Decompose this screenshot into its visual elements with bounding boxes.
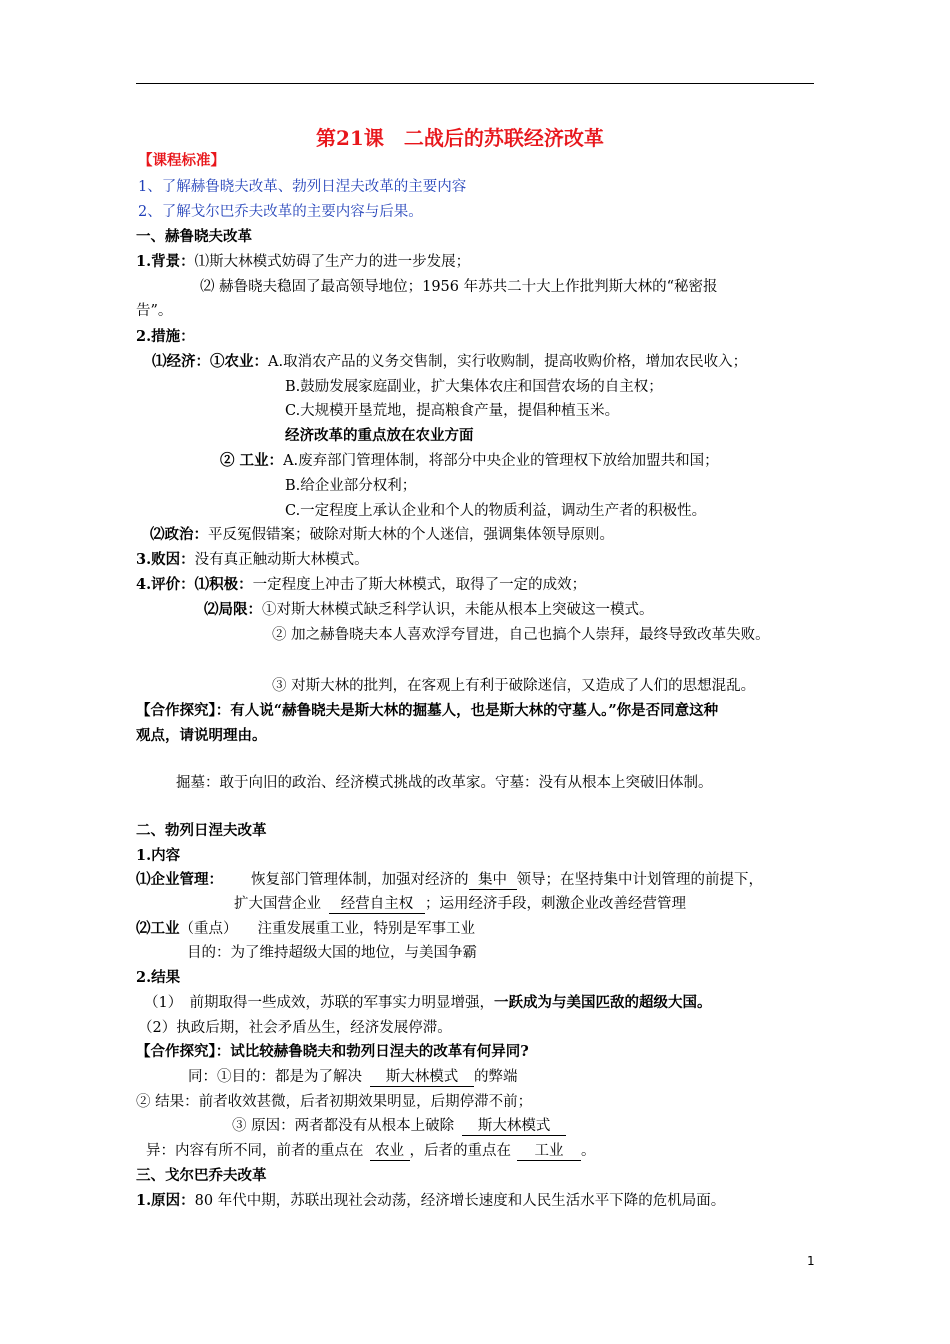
failure-text: 没有真正触动斯大林模式。 <box>194 552 369 568</box>
agri-c: C.大规模开垦荒地，提高粮食产量，提倡种植玉米。 <box>285 403 620 419</box>
measures-label: 2.措施： <box>136 328 195 345</box>
industry-a: A.废弃部门管理体制，将部分中央企业的管理权下放给加盟共和国； <box>283 453 719 469</box>
blank-stalin-model-1: 斯大林模式 <box>370 1069 474 1087</box>
enterprise-1-post: 领导；在坚持集中计划管理的前提下， <box>516 872 763 888</box>
blank-autonomy: 经营自主权 <box>329 896 425 914</box>
industry-b: B.给企业部分权利； <box>285 478 417 494</box>
same-3 <box>232 1116 566 1136</box>
enterprise-1-pre: 恢复部门管理体制，加强对经济的 <box>251 872 469 888</box>
difference-post: 。 <box>581 1143 596 1159</box>
economy-agri-label: ⑴经济：①农业： <box>152 353 268 370</box>
section-3-heading: 三、戈尔巴乔夫改革 <box>136 1167 267 1184</box>
industry-2-label: ⑵工业 <box>136 920 180 937</box>
background-line-1 <box>136 252 470 272</box>
cause-line <box>136 1191 725 1211</box>
blank-centralized: 集中 <box>469 872 517 890</box>
same-3-pre: ③ 原因：两者都没有从根本上破除 <box>232 1118 455 1134</box>
cause-text: 80 年代中期，苏联出现社会动荡，经济增长速度和人民生活水平下降的危机局面。 <box>194 1193 726 1209</box>
page-number: 1 <box>807 1254 815 1268</box>
cooperative-question-1b: 观点，请说明理由。 <box>136 727 267 744</box>
page-title: 第21课 二战后的苏联经济改革 <box>316 126 604 150</box>
evaluation-line <box>136 575 586 595</box>
same-1 <box>188 1067 518 1087</box>
politics-line <box>150 525 614 545</box>
limitation-1: ①对斯大林模式缺乏科学认识，未能从根本上突破这一模式。 <box>262 602 654 618</box>
cause-label: 1.原因： <box>136 1192 195 1209</box>
cooperative-question-1a: 【合作探究】：有人说“赫鲁晓夫是斯大林的掘墓人，也是斯大林的守墓人。”你是否同意这种 <box>136 702 719 719</box>
same-2: ② 结果：前者收效甚微，后者初期效果明显，后期停滞不前； <box>136 1094 533 1110</box>
industry-label: ② 工业： <box>220 452 284 469</box>
standard-heading: 【课程标准】 <box>138 152 225 169</box>
section-1-heading: 一、赫鲁晓夫改革 <box>136 228 252 245</box>
evaluation-positive: 一定程度上冲击了斯大林模式，取得了一定的成效； <box>252 577 587 593</box>
same-1-post: 的弊端 <box>474 1069 518 1085</box>
result-1-pre: （1） 前期取得一些成效，苏联的军事实力明显增强， <box>144 995 494 1011</box>
industry-2-line <box>136 919 475 939</box>
difference-mid: ，后者的重点在 <box>409 1143 511 1159</box>
result-1 <box>144 993 711 1013</box>
cooperative-answer-1: 掘墓：敢于向旧的政治、经济模式挑战的改革家。守墓：没有从根本上突破旧体制。 <box>176 775 713 791</box>
blank-agriculture: 农业 <box>370 1143 410 1161</box>
failure-label: 3.败因： <box>136 551 195 568</box>
industry-line-a <box>220 451 719 471</box>
enterprise-2-pre: 扩大国营企业 <box>234 896 321 912</box>
limitation-line-1 <box>204 600 654 620</box>
cooperative-question-2: 【合作探究】：试比较赫鲁晓夫和勃列日涅夫的改革有何异同? <box>136 1043 529 1060</box>
agri-a: A.取消农产品的义务交售制，实行收购制，提高收购价格，增加农民收入； <box>268 354 748 370</box>
limitation-3: ③ 对斯大林的批判，在客观上有利于破除迷信，又造成了人们的思想混乱。 <box>272 678 756 694</box>
section-2-heading: 二、勃列日涅夫改革 <box>136 822 267 839</box>
background-2: ⑵ 赫鲁晓夫稳固了最高领导地位；1956 年苏共二十大上作批判斯大林的“秘密报 <box>200 279 718 295</box>
evaluation-label: 4.评价：⑴积极： <box>136 576 253 593</box>
result-2: （2）执政后期，社会矛盾丛生，经济发展停滞。 <box>138 1020 452 1036</box>
enterprise-line-1 <box>136 870 763 890</box>
blank-stalin-model-2: 斯大林模式 <box>462 1118 566 1136</box>
industry-2-text: 注重发展重工业，特别是军事工业 <box>257 921 475 937</box>
same-1-pre: 同：①目的：都是为了解决 <box>188 1069 362 1085</box>
limitation-2: ② 加之赫鲁晓夫本人喜欢浮夸冒进，自己也搞个人崇拜，最终导致改革失败。 <box>272 627 770 643</box>
background-2-cont: 告”。 <box>136 303 173 319</box>
standard-item-1: 1、了解赫鲁晓夫改革、勃列日涅夫改革的主要内容 <box>138 179 467 195</box>
industry-2-note: （重点） <box>179 921 238 937</box>
header-rule <box>136 83 814 84</box>
enterprise-line-2 <box>234 894 686 914</box>
purpose: 目的：为了维持超级大国的地位，与美国争霸 <box>187 945 477 961</box>
agri-b: B.鼓励发展家庭副业，扩大集体农庄和国营农场的自主权； <box>285 379 663 395</box>
difference-pre: 异：内容有所不同，前者的重点在 <box>146 1143 364 1159</box>
background-label: 1.背景： <box>136 253 195 270</box>
background-1: ⑴斯大林模式妨碍了生产力的进一步发展； <box>194 254 471 270</box>
content-label: 1.内容 <box>136 847 181 864</box>
politics-label: ⑵政治： <box>150 526 208 543</box>
limitation-label: ⑵局限： <box>204 601 262 618</box>
enterprise-label: ⑴企业管理： <box>136 871 223 888</box>
result-label: 2.结果 <box>136 969 181 986</box>
agri-line-a <box>152 352 747 372</box>
standard-item-2: 2、了解戈尔巴乔夫改革的主要内容与后果。 <box>138 204 423 220</box>
result-1-bold: 一跃成为与美国匹敌的超级大国。 <box>493 994 712 1011</box>
agri-focus: 经济改革的重点放在农业方面 <box>285 427 474 444</box>
failure-line <box>136 550 369 570</box>
enterprise-2-post: ；运用经济手段，刺激企业改善经营管理 <box>425 896 686 912</box>
industry-c: C.一定程度上承认企业和个人的物质利益，调动生产者的积极性。 <box>285 503 707 519</box>
politics-text: 平反冤假错案；破除对斯大林的个人迷信，强调集体领导原则。 <box>208 527 614 543</box>
blank-industry: 工业 <box>517 1143 581 1161</box>
difference <box>146 1141 596 1161</box>
